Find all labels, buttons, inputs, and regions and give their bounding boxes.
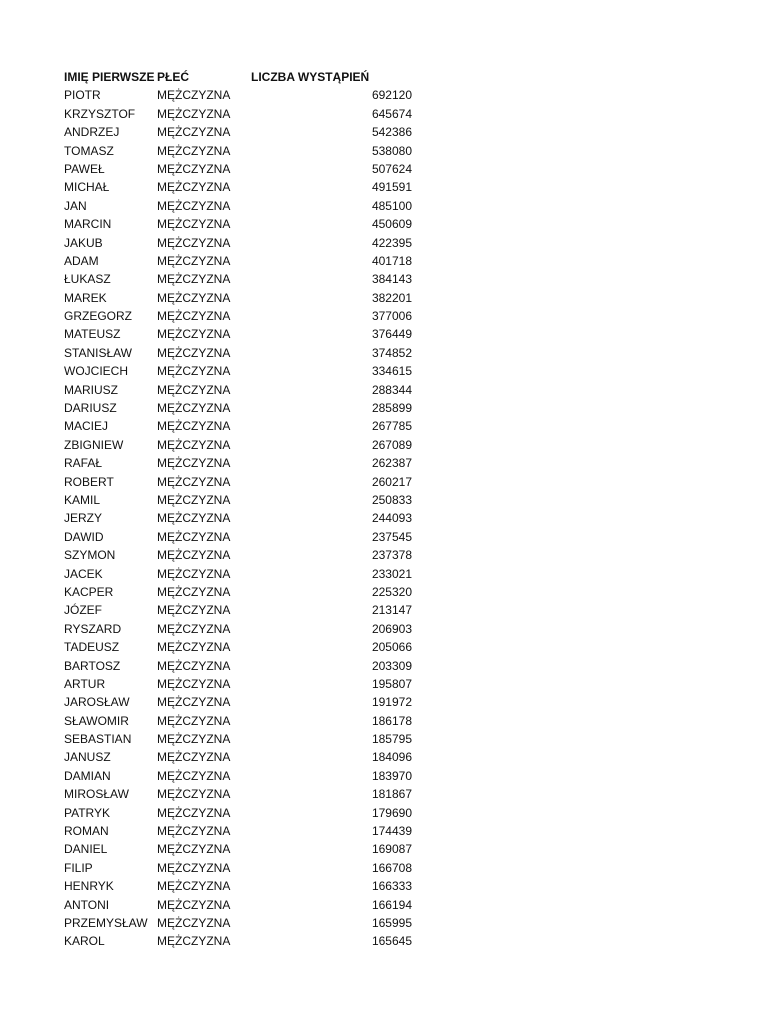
header-name: IMIĘ PIERWSZE [64,70,155,84]
name-cell: RAFAŁ [64,456,103,471]
count-cell: 542386 [371,125,412,140]
table-row [64,362,424,380]
count-cell: 213147 [371,603,412,618]
name-cell: KRZYSZTOF [64,106,136,121]
sex-cell: MĘŻCZYZNA [157,934,231,949]
name-cell: MAREK [64,290,107,305]
sex-cell: MĘŻCZYZNA [157,676,231,691]
count-cell: 334615 [371,364,412,379]
sex-cell: MĘŻCZYZNA [157,290,231,305]
name-cell: MACIEJ [64,419,109,434]
table-row [64,473,424,491]
name-cell: DAMIAN [64,768,111,783]
sex-cell: MĘŻCZYZNA [157,529,231,544]
sex-cell: MĘŻCZYZNA [157,180,231,195]
table-row [64,307,424,325]
count-cell: 183970 [371,768,412,783]
count-cell: 166708 [371,860,412,875]
name-cell: MARIUSZ [64,382,118,397]
sex-cell: MĘŻCZYZNA [157,88,231,103]
name-cell: SEBASTIAN [64,732,132,747]
name-cell: ROMAN [64,824,109,839]
table-row [64,142,424,160]
sex-cell: MĘŻCZYZNA [157,235,231,250]
table-row [64,399,424,417]
name-cell: PAWEŁ [64,161,105,176]
name-cell: DAWID [64,529,104,544]
table-row [64,840,424,858]
name-cell: PRZEMYSŁAW [64,915,148,930]
sex-cell: MĘŻCZYZNA [157,603,231,618]
table-row [64,528,424,546]
count-cell: 262387 [371,456,412,471]
table-row [64,932,424,950]
name-cell: SŁAWOMIR [64,713,129,728]
sex-cell: MĘŻCZYZNA [157,548,231,563]
name-cell: JAROSŁAW [64,695,130,710]
name-cell: TADEUSZ [64,640,120,655]
name-cell: PIOTR [64,88,101,103]
sex-cell: MĘŻCZYZNA [157,511,231,526]
table-row [64,620,424,638]
table-row [64,454,424,472]
count-cell: 206903 [371,621,412,636]
sex-cell: MĘŻCZYZNA [157,125,231,140]
count-cell: 250833 [371,492,412,507]
table-row [64,638,424,656]
sex-cell: MĘŻCZYZNA [157,842,231,857]
name-cell: ROBERT [64,474,114,489]
name-cell: TOMASZ [64,143,114,158]
count-cell: 179690 [371,805,412,820]
count-cell: 288344 [371,382,412,397]
count-cell: 267089 [371,437,412,452]
name-cell: KAROL [64,934,105,949]
count-cell: 225320 [371,584,412,599]
sex-cell: MĘŻCZYZNA [157,327,231,342]
count-cell: 166333 [371,879,412,894]
sex-cell: MĘŻCZYZNA [157,713,231,728]
table-row [64,344,424,362]
table-row [64,123,424,141]
header-count: LICZBA WYSTĄPIEŃ [251,70,370,84]
table-row [64,748,424,766]
table-row [64,583,424,601]
name-cell: JANUSZ [64,750,111,765]
name-cell: ŁUKASZ [64,272,111,287]
table-row [64,546,424,564]
sex-cell: MĘŻCZYZNA [157,309,231,324]
table-row [64,270,424,288]
count-cell: 377006 [371,309,412,324]
count-cell: 205066 [371,640,412,655]
sex-cell: MĘŻCZYZNA [157,345,231,360]
sex-cell: MĘŻCZYZNA [157,879,231,894]
count-cell: 166194 [371,897,412,912]
name-cell: STANISŁAW [64,345,133,360]
name-cell: MICHAŁ [64,180,110,195]
table-body [64,86,424,950]
table-row [64,601,424,619]
table-row [64,785,424,803]
name-cell: JAKUB [64,235,103,250]
table-row [64,804,424,822]
table-row [64,859,424,877]
sex-cell: MĘŻCZYZNA [157,217,231,232]
name-cell: JACEK [64,566,103,581]
sex-cell: MĘŻCZYZNA [157,161,231,176]
count-cell: 237378 [371,548,412,563]
name-cell: MIROSŁAW [64,787,129,802]
table-row [64,491,424,509]
name-cell: KACPER [64,584,114,599]
header-sex: PŁEĆ [157,70,190,84]
sex-cell: MĘŻCZYZNA [157,787,231,802]
count-cell: 191972 [371,695,412,710]
sex-cell: MĘŻCZYZNA [157,897,231,912]
sex-cell: MĘŻCZYZNA [157,621,231,636]
sex-cell: MĘŻCZYZNA [157,364,231,379]
count-cell: 267785 [371,419,412,434]
table-row [64,252,424,270]
table-row [64,436,424,454]
table-row [64,675,424,693]
name-cell: DARIUSZ [64,401,117,416]
sex-cell: MĘŻCZYZNA [157,198,231,213]
table-row [64,730,424,748]
name-cell: GRZEGORZ [64,309,132,324]
sex-cell: MĘŻCZYZNA [157,382,231,397]
sex-cell: MĘŻCZYZNA [157,805,231,820]
sex-cell: MĘŻCZYZNA [157,401,231,416]
name-cell: MARCIN [64,217,112,232]
name-cell: WOJCIECH [64,364,128,379]
name-cell: KAMIL [64,492,101,507]
names-table [64,68,424,951]
name-cell: ZBIGNIEW [64,437,124,452]
sex-cell: MĘŻCZYZNA [157,824,231,839]
count-cell: 165645 [371,934,412,949]
name-cell: MATEUSZ [64,327,121,342]
table-row [64,86,424,104]
count-cell: 237545 [371,529,412,544]
count-cell: 491591 [371,180,412,195]
count-cell: 186178 [371,713,412,728]
sex-cell: MĘŻCZYZNA [157,750,231,765]
table-row [64,381,424,399]
table-row [64,289,424,307]
sex-cell: MĘŻCZYZNA [157,768,231,783]
table-row [64,509,424,527]
sex-cell: MĘŻCZYZNA [157,253,231,268]
name-cell: FILIP [64,860,93,875]
count-cell: 376449 [371,327,412,342]
count-cell: 645674 [371,106,412,121]
sex-cell: MĘŻCZYZNA [157,695,231,710]
sex-cell: MĘŻCZYZNA [157,419,231,434]
count-cell: 169087 [371,842,412,857]
count-cell: 382201 [371,290,412,305]
count-cell: 244093 [371,511,412,526]
sex-cell: MĘŻCZYZNA [157,915,231,930]
name-cell: ANTONI [64,897,110,912]
sex-cell: MĘŻCZYZNA [157,143,231,158]
name-cell: DANIEL [64,842,108,857]
count-cell: 195807 [371,676,412,691]
count-cell: 538080 [371,143,412,158]
table-row [64,896,424,914]
sex-cell: MĘŻCZYZNA [157,566,231,581]
name-cell: HENRYK [64,879,114,894]
sex-cell: MĘŻCZYZNA [157,658,231,673]
count-cell: 174439 [371,824,412,839]
table-row [64,215,424,233]
table-row [64,693,424,711]
name-cell: ANDRZEJ [64,125,120,140]
sex-cell: MĘŻCZYZNA [157,640,231,655]
name-cell: BARTOSZ [64,658,121,673]
table-row [64,767,424,785]
count-cell: 285899 [371,401,412,416]
count-cell: 422395 [371,235,412,250]
sex-cell: MĘŻCZYZNA [157,437,231,452]
table-row [64,822,424,840]
name-cell: JERZY [64,511,103,526]
table-row [64,197,424,215]
sex-cell: MĘŻCZYZNA [157,860,231,875]
table-row [64,178,424,196]
table-row [64,325,424,343]
count-cell: 384143 [371,272,412,287]
count-cell: 165995 [371,915,412,930]
sex-cell: MĘŻCZYZNA [157,272,231,287]
count-cell: 401718 [371,253,412,268]
count-cell: 184096 [371,750,412,765]
table-row [64,105,424,123]
count-cell: 233021 [371,566,412,581]
table-row [64,234,424,252]
table-row [64,914,424,932]
name-cell: RYSZARD [64,621,122,636]
count-cell: 450609 [371,217,412,232]
count-cell: 181867 [371,787,412,802]
sex-cell: MĘŻCZYZNA [157,584,231,599]
count-cell: 485100 [371,198,412,213]
count-cell: 185795 [371,732,412,747]
table-row [64,565,424,583]
table-row [64,160,424,178]
name-cell: ARTUR [64,676,106,691]
table-row [64,417,424,435]
name-cell: JAN [64,198,87,213]
table-row [64,657,424,675]
sex-cell: MĘŻCZYZNA [157,456,231,471]
count-cell: 203309 [371,658,412,673]
name-cell: ADAM [64,253,99,268]
table-row [64,712,424,730]
sex-cell: MĘŻCZYZNA [157,492,231,507]
table-row [64,877,424,895]
count-cell: 374852 [371,345,412,360]
sex-cell: MĘŻCZYZNA [157,732,231,747]
name-cell: PATRYK [64,805,111,820]
name-cell: JÓZEF [64,603,102,618]
count-cell: 507624 [371,161,412,176]
count-cell: 260217 [371,474,412,489]
sex-cell: MĘŻCZYZNA [157,474,231,489]
name-cell: SZYMON [64,548,116,563]
table-header-row [64,68,424,86]
count-cell: 692120 [371,88,412,103]
sex-cell: MĘŻCZYZNA [157,106,231,121]
